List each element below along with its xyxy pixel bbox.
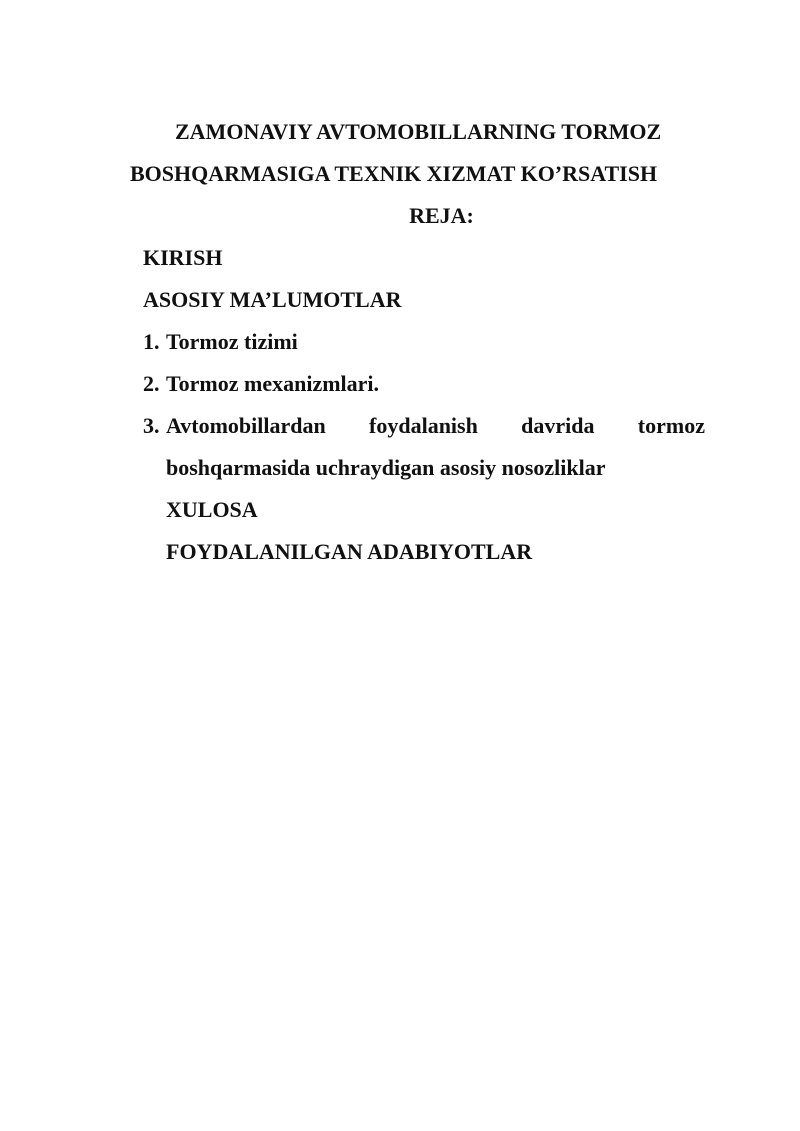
list-item-word: davrida [521,413,595,438]
list-item [143,412,705,482]
list-item-text-line-1 [166,412,705,440]
list-item-number: 2. [143,371,160,396]
list-item [143,328,298,356]
list-item-text: Tormoz tizimi [166,329,298,354]
section-intro: KIRISH [143,245,223,270]
title-line-2: BOSHQARMASIGA TEXNIK XIZMAT KO’RSATISH [130,161,658,186]
section-conclusion: XULOSA [166,497,258,522]
title-line-1: ZAMONAVIY AVTOMOBILLARNING TORMOZ [175,119,662,144]
list-item-number: 3. [143,413,160,438]
list-item-number: 1. [143,329,160,354]
section-references: FOYDALANILGAN ADABIYOTLAR [166,539,533,564]
list-item-word: tormoz [637,413,705,438]
list-item-word: foydalanish [369,413,478,438]
list-item-text-line-2: boshqarmasida uchraydigan asosiy nosozliklar [166,455,606,480]
list-item [143,370,379,398]
section-main-info: ASOSIY MA’LUMOTLAR [143,287,402,312]
plan-heading: REJA: [409,203,474,228]
list-item-word: Avtomobillardan [166,413,326,438]
list-item-text: Tormoz mexanizmlari. [166,371,380,396]
